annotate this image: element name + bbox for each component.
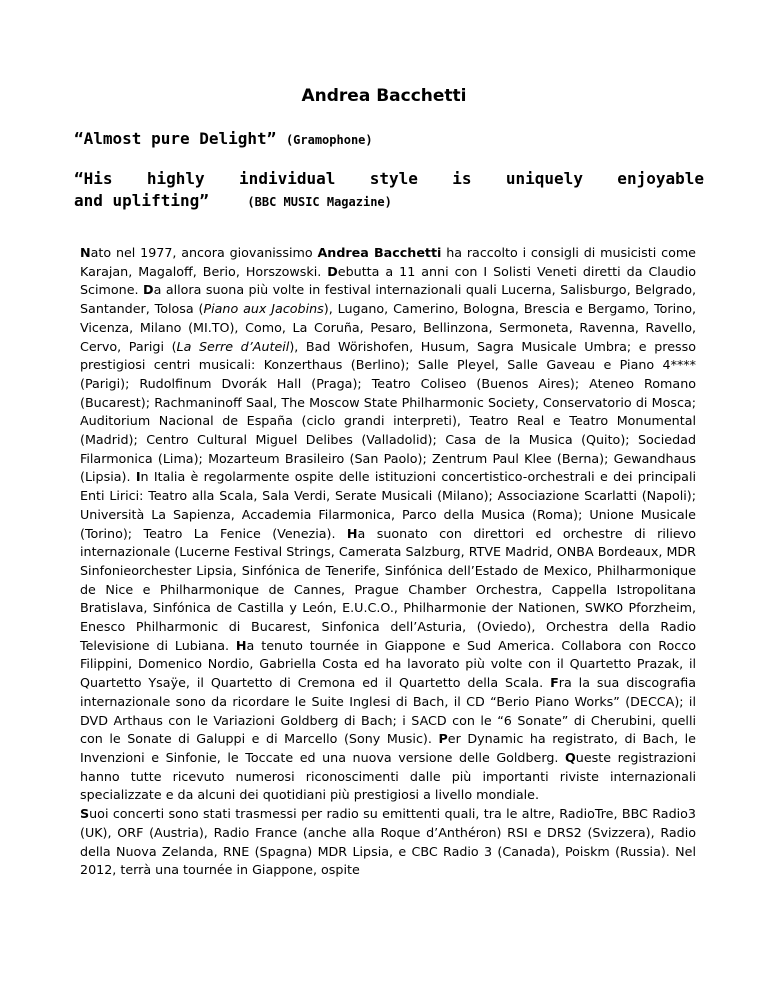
drop-letter: S: [80, 806, 90, 822]
bio-text: a allora suona più volte in festival internazionali quali Lucerna, Salisburgo, Belgrado, Santander, Tolosa (: [80, 282, 696, 317]
bio-text: er Dynamic ha registrato, di Bach, le Invenzioni e Sinfonie, le Toccate ed una nuova versione delle Goldberg.: [80, 731, 696, 765]
festival-name: Piano aux Jacobins: [203, 301, 324, 317]
bio-text: uoi concerti sono stati trasmessi per radio su emittenti quali, tra le altre, RadioTre, BBC Radio3 (UK), ORF (Austria), Radio France (anche alla Roque d’Anthéron) RSI e DRS2 (Svizzera), Radio della Nuova Zelanda, RNE (Spagna) MDR Lipsia, e CBC Radio 3 (Canada), Poiskm (Russia). Nel 2012, terrà una tournée in Giappone, ospite: [80, 806, 696, 878]
bio-text: a suonato con direttori ed orchestre di rilievo internazionale (Lucerne Festival Strings, Camerata Salzburg, RTVE Madrid, ONBA Bordeaux, MDR Sinfonieorchester Lipsia, Sinfónica de Tenerife, Sinfónica dell’Estado de Mexico, Philharmonique de Nice e Philharmonique de Cannes, Prague Chamber Orchestra, Cappella Istropolitana Bratislava, Sinfónica de Castilla y León, E.U.C.O., Philharmonie der Nationen, SWKO Pforzheim, Enesco Philharmonic di Bucarest, Sinfonica dell’Asturia, (Oviedo), Orchestra della Radio Televisione di Lubiana.: [80, 525, 696, 653]
biography-paragraph: [80, 805, 696, 880]
bio-text: ha raccolto i consigli di musicisti come Karajan, Magaloff, Berio, Horszowski.: [80, 245, 696, 279]
drop-letter: H: [235, 637, 247, 653]
quote-gramophone: [74, 128, 704, 151]
bio-text: n Italia è regolarmente ospite delle istituzioni concertistico-orchestrali e dei principali Enti Lirici: Teatro alla Scala, Sala Verdi, Serate Musicali (Milano); Associazione Scarlatti (Napoli); Università La Sapienza, Accademia Filarmonica, Parco della Musica (Roma); Unione Musicale (Torino); Teatro La Fenice (Venezia).: [80, 469, 697, 541]
biography-text: [80, 244, 696, 880]
drop-letter: D: [327, 263, 338, 279]
drop-letter: F: [550, 675, 559, 691]
festival-name: La Serre d’Auteil: [176, 338, 290, 354]
bio-text: ), Bad Wörishofen, Husum, Sagra Musicale Umbra; e presso prestigiosi centri musicali: Konzerthaus (Berlino); Salle Pleyel, Salle Gaveau e Piano 4**** (Parigi); Rudolfinum Dvorák Hall (Praga); Teatro Coliseo (Buenos Aires); Ateneo Romano (Bucarest); Rachmaninoff Saal, The Moscow State Philharmonic Society, Conservatorio di Mosca; Auditorium Nacional de España (ciclo grandi interpreti), Teatro Real e Teatro Monumental (Madrid); Centro Cultural Miguel Delibes (Valladolid); Casa de la Musica (Quito); Sociedad Filarmonica (Lima); Mozarteum Brasileiro (San Paolo); Zentrum Paul Klee (Berna); Gewandhaus (Lipsia).: [80, 338, 696, 485]
drop-letter: N: [80, 245, 91, 260]
artist-name: Andrea Bacchetti: [317, 245, 442, 260]
bio-text: ueste registrazioni hanno tutte ricevuto numerosi riconoscimenti dalle più importanti riviste internazionali specializzate e da alcuni dei quotidiani più prestigiosi a livello mondiale.: [80, 749, 696, 803]
bio-text: a tenuto tournée in Giappone e Sud America. Collabora con Rocco Filippini, Domenico Nordio, Gabriella Costa ed ha lavorato più volte con il Quartetto Prazak, il Quartetto Ysaÿe, il Quartetto di Cremona ed il Quartetto della Scala.: [80, 637, 696, 691]
quote-source: (BBC MUSIC Magazine): [247, 195, 392, 209]
bio-text: ebutta a 11 anni con I Solisti Veneti diretti da Claudio Scimone.: [80, 263, 696, 298]
quote-source: (Gramophone): [285, 133, 373, 147]
bio-text: ato nel 1977, ancora giovanissimo: [90, 245, 318, 260]
document-title: Andrea Bacchetti: [301, 86, 467, 106]
bio-text: ra la sua discografia internazionale sono da ricordare le Suite Inglesi di Bach, il CD “Berio Piano Works” (DECCA); il DVD Arthaus con le Variazioni Goldberg di Bach; i SACD con le “6 Sonate” di Cherubini, quelli con le Sonate di Galuppi e di Marcello (Sony Music).: [80, 675, 696, 747]
quote-text-line2: and uplifting”: [74, 191, 209, 210]
quote-bbc: [74, 168, 704, 213]
drop-letter: P: [438, 731, 448, 747]
drop-letter: I: [135, 469, 141, 485]
drop-letter: D: [143, 282, 154, 298]
biography-paragraph: [80, 244, 696, 805]
quote-text: “Almost pure Delight”: [74, 129, 277, 148]
bio-text: ), Lugano, Camerino, Bologna, Brescia e Bergamo, Torino, Vicenza, Milano (MI.TO), Como, La Coruña, Pesaro, Bellinzona, Sermoneta, Ravenna, Ravello, Cervo, Parigi (: [80, 301, 696, 354]
drop-letter: H: [346, 525, 358, 541]
quote-text-line1: “His highly individual style is uniquely enjoyable: [74, 169, 704, 188]
drop-letter: Q: [564, 749, 576, 765]
